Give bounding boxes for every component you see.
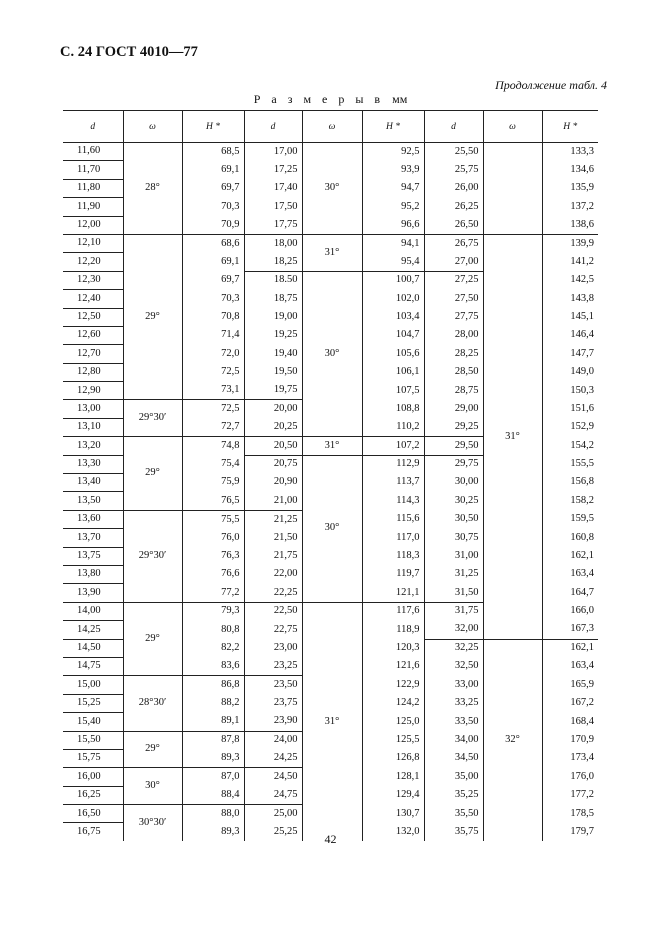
column-header-omega: ω <box>302 111 362 143</box>
height-cell: 142,5 <box>542 271 598 289</box>
column-header-h: H * <box>542 111 598 143</box>
height-cell: 126,8 <box>362 749 424 767</box>
diameter-cell: 31,25 <box>424 565 483 583</box>
diameter-cell: 32,25 <box>424 639 483 657</box>
angle-cell: 29°30′ <box>123 510 182 602</box>
height-cell: 176,0 <box>542 768 598 786</box>
diameter-cell: 20,75 <box>244 455 302 473</box>
diameter-cell: 35,50 <box>424 805 483 823</box>
diameter-cell: 14,75 <box>63 657 123 675</box>
diameter-cell: 28,50 <box>424 363 483 381</box>
height-cell: 106,1 <box>362 363 424 381</box>
diameter-cell: 15,50 <box>63 731 123 749</box>
height-cell: 93,9 <box>362 161 424 179</box>
angle-cell: 29° <box>123 437 182 511</box>
diameter-cell: 18,25 <box>244 253 302 271</box>
height-cell: 100,7 <box>362 271 424 289</box>
height-cell: 149,0 <box>542 363 598 381</box>
height-cell: 94,1 <box>362 234 424 252</box>
diameter-cell: 13,70 <box>63 529 123 547</box>
height-cell: 72,0 <box>182 345 244 363</box>
height-cell: 141,2 <box>542 253 598 271</box>
height-cell: 68,6 <box>182 234 244 252</box>
diameter-cell: 23,25 <box>244 657 302 675</box>
height-cell: 92,5 <box>362 143 424 161</box>
diameter-cell: 11,80 <box>63 179 123 197</box>
diameter-cell: 12,30 <box>63 271 123 289</box>
diameter-cell: 12,20 <box>63 253 123 271</box>
height-cell: 80,8 <box>182 621 244 639</box>
diameter-cell: 30,00 <box>424 474 483 492</box>
height-cell: 108,8 <box>362 400 424 418</box>
height-cell: 167,2 <box>542 694 598 712</box>
diameter-cell: 13,75 <box>63 547 123 565</box>
diameter-cell: 25,50 <box>424 143 483 161</box>
dimensions-caption <box>0 92 661 107</box>
height-cell: 137,2 <box>542 198 598 216</box>
diameter-cell: 12,60 <box>63 326 123 344</box>
diameter-cell: 12,70 <box>63 345 123 363</box>
height-cell: 164,7 <box>542 584 598 602</box>
height-cell: 77,2 <box>182 584 244 602</box>
diameter-cell: 23,00 <box>244 639 302 657</box>
height-cell: 76,0 <box>182 529 244 547</box>
height-cell: 147,7 <box>542 345 598 363</box>
diameter-cell: 16,50 <box>63 805 123 823</box>
angle-cell: 29° <box>123 731 182 768</box>
angle-cell: 32° <box>483 639 542 841</box>
diameter-cell: 13,20 <box>63 437 123 455</box>
angle-cell: 31° <box>302 602 362 841</box>
column-header-d: d <box>424 111 483 143</box>
angle-cell: 30° <box>123 768 182 805</box>
angle-cell: 29°30′ <box>123 400 182 437</box>
diameter-cell: 27,25 <box>424 271 483 289</box>
diameter-cell: 23,90 <box>244 713 302 731</box>
height-cell: 118,3 <box>362 547 424 565</box>
diameter-cell: 19,50 <box>244 363 302 381</box>
height-cell: 83,6 <box>182 657 244 675</box>
height-cell: 115,6 <box>362 510 424 528</box>
height-cell: 177,2 <box>542 786 598 804</box>
diameter-cell: 14,25 <box>63 621 123 639</box>
height-cell: 152,9 <box>542 418 598 436</box>
height-cell: 70,9 <box>182 216 244 234</box>
diameter-cell: 21,00 <box>244 492 302 510</box>
diameter-cell: 30,25 <box>424 492 483 510</box>
height-cell: 178,5 <box>542 805 598 823</box>
table-row <box>63 143 598 161</box>
diameter-cell: 18,75 <box>244 290 302 308</box>
height-cell: 124,2 <box>362 694 424 712</box>
height-cell: 118,9 <box>362 621 424 639</box>
height-cell: 146,4 <box>542 326 598 344</box>
diameter-cell: 20,90 <box>244 474 302 492</box>
diameter-cell: 15,25 <box>63 694 123 712</box>
diameter-cell: 18,00 <box>244 234 302 252</box>
diameter-cell: 29,25 <box>424 418 483 436</box>
height-cell: 117,0 <box>362 529 424 547</box>
diameter-cell: 15,40 <box>63 713 123 731</box>
height-cell: 72,5 <box>182 363 244 381</box>
height-cell: 107,2 <box>362 437 424 455</box>
diameter-cell: 13,60 <box>63 510 123 528</box>
height-cell: 121,6 <box>362 657 424 675</box>
diameter-cell: 27,50 <box>424 290 483 308</box>
angle-cell: 29° <box>123 602 182 676</box>
diameter-cell: 34,50 <box>424 749 483 767</box>
table-row <box>63 234 598 252</box>
height-cell: 68,5 <box>182 143 244 161</box>
diameter-cell: 17,50 <box>244 198 302 216</box>
diameter-cell: 34,00 <box>424 731 483 749</box>
height-cell: 166,0 <box>542 602 598 620</box>
diameter-cell: 21,25 <box>244 510 302 528</box>
height-cell: 88,4 <box>182 786 244 804</box>
diameter-cell: 23,75 <box>244 694 302 712</box>
diameter-cell: 24,50 <box>244 768 302 786</box>
diameter-cell: 24,75 <box>244 786 302 804</box>
height-cell: 138,6 <box>542 216 598 234</box>
height-cell: 82,2 <box>182 639 244 657</box>
height-cell: 72,5 <box>182 400 244 418</box>
table-continuation-note: Продолжение табл. 4 <box>495 78 607 92</box>
height-cell: 107,5 <box>362 382 424 400</box>
diameter-cell: 29,00 <box>424 400 483 418</box>
page-number: 42 <box>324 832 337 846</box>
column-header-omega: ω <box>483 111 542 143</box>
page-header: С. 24 ГОСТ 4010—77 <box>60 44 198 60</box>
diameter-cell: 13,00 <box>63 400 123 418</box>
height-cell: 125,5 <box>362 731 424 749</box>
height-cell: 117,6 <box>362 602 424 620</box>
height-cell: 162,1 <box>542 547 598 565</box>
height-cell: 88,0 <box>182 805 244 823</box>
diameter-cell: 12,90 <box>63 382 123 400</box>
dimensions-unit: мм <box>392 92 408 106</box>
diameter-cell: 16,75 <box>63 823 123 841</box>
diameter-cell: 11,90 <box>63 198 123 216</box>
height-cell: 112,9 <box>362 455 424 473</box>
diameter-cell: 30,75 <box>424 529 483 547</box>
column-header-h: H * <box>362 111 424 143</box>
height-cell: 76,6 <box>182 565 244 583</box>
height-cell: 88,2 <box>182 694 244 712</box>
height-cell: 165,9 <box>542 676 598 694</box>
height-cell: 105,6 <box>362 345 424 363</box>
height-cell: 129,4 <box>362 786 424 804</box>
diameter-cell: 17,00 <box>244 143 302 161</box>
diameter-cell: 31,50 <box>424 584 483 602</box>
diameter-cell: 13,40 <box>63 474 123 492</box>
height-cell: 89,3 <box>182 749 244 767</box>
diameter-cell: 26,75 <box>424 234 483 252</box>
height-cell: 128,1 <box>362 768 424 786</box>
diameter-cell: 32,00 <box>424 621 483 639</box>
height-cell: 75,5 <box>182 510 244 528</box>
column-header-d: d <box>63 111 123 143</box>
height-cell: 122,9 <box>362 676 424 694</box>
height-cell: 95,4 <box>362 253 424 271</box>
diameter-cell: 17,25 <box>244 161 302 179</box>
diameter-cell: 19,75 <box>244 382 302 400</box>
diameter-cell: 13,50 <box>63 492 123 510</box>
angle-cell: 28°30′ <box>123 676 182 731</box>
diameter-cell: 29,50 <box>424 437 483 455</box>
diameter-cell: 28,00 <box>424 326 483 344</box>
height-cell: 121,1 <box>362 584 424 602</box>
diameter-cell: 16,25 <box>63 786 123 804</box>
diameter-cell: 35,25 <box>424 786 483 804</box>
diameter-cell: 31,75 <box>424 602 483 620</box>
height-cell: 69,7 <box>182 179 244 197</box>
dimensions-label: Р а з м е р ы в <box>253 92 385 106</box>
height-cell: 86,8 <box>182 676 244 694</box>
table-body <box>63 143 598 841</box>
diameter-cell: 24,25 <box>244 749 302 767</box>
diameter-cell: 19,00 <box>244 308 302 326</box>
diameter-cell: 13,30 <box>63 455 123 473</box>
angle-cell: 30° <box>302 143 362 235</box>
diameter-cell: 20,25 <box>244 418 302 436</box>
height-cell: 113,7 <box>362 474 424 492</box>
height-cell: 125,0 <box>362 713 424 731</box>
angle-cell: 30° <box>302 271 362 437</box>
height-cell: 70,8 <box>182 308 244 326</box>
angle-cell: 29° <box>123 234 182 400</box>
diameter-cell: 19,25 <box>244 326 302 344</box>
diameter-cell: 12,00 <box>63 216 123 234</box>
height-cell: 132,0 <box>362 823 424 841</box>
diameter-cell: 23,50 <box>244 676 302 694</box>
diameter-cell: 31,00 <box>424 547 483 565</box>
height-cell: 79,3 <box>182 602 244 620</box>
column-header-omega: ω <box>123 111 182 143</box>
height-cell: 87,0 <box>182 768 244 786</box>
height-cell: 70,3 <box>182 198 244 216</box>
height-cell: 69,7 <box>182 271 244 289</box>
height-cell: 173,4 <box>542 749 598 767</box>
height-cell: 155,5 <box>542 455 598 473</box>
diameter-cell: 26,00 <box>424 179 483 197</box>
angle-cell: 28° <box>123 143 182 235</box>
height-cell: 70,3 <box>182 290 244 308</box>
diameter-cell: 15,00 <box>63 676 123 694</box>
diameter-cell: 33,25 <box>424 694 483 712</box>
angle-cell: 30°30′ <box>123 805 182 841</box>
diameter-cell: 14,50 <box>63 639 123 657</box>
height-cell: 156,8 <box>542 474 598 492</box>
height-cell: 89,3 <box>182 823 244 841</box>
diameter-cell: 20,50 <box>244 437 302 455</box>
diameter-cell: 12,40 <box>63 290 123 308</box>
height-cell: 139,9 <box>542 234 598 252</box>
diameter-cell: 35,00 <box>424 768 483 786</box>
column-header-h: H * <box>182 111 244 143</box>
diameter-cell: 11,70 <box>63 161 123 179</box>
diameter-cell: 20,00 <box>244 400 302 418</box>
height-cell: 72,7 <box>182 418 244 436</box>
height-cell: 73,1 <box>182 382 244 400</box>
height-cell: 69,1 <box>182 161 244 179</box>
diameter-cell: 27,00 <box>424 253 483 271</box>
height-cell: 103,4 <box>362 308 424 326</box>
height-cell: 94,7 <box>362 179 424 197</box>
diameter-cell: 27,75 <box>424 308 483 326</box>
height-cell: 162,1 <box>542 639 598 657</box>
height-cell: 69,1 <box>182 253 244 271</box>
height-cell: 133,3 <box>542 143 598 161</box>
height-cell: 151,6 <box>542 400 598 418</box>
diameter-cell: 16,00 <box>63 768 123 786</box>
height-cell: 134,6 <box>542 161 598 179</box>
diameter-cell: 17,40 <box>244 179 302 197</box>
diameter-cell: 22,25 <box>244 584 302 602</box>
diameter-cell: 19,40 <box>244 345 302 363</box>
height-cell: 159,5 <box>542 510 598 528</box>
height-cell: 150,3 <box>542 382 598 400</box>
angle-cell: 31° <box>483 234 542 639</box>
diameter-cell: 21,75 <box>244 547 302 565</box>
height-cell: 168,4 <box>542 713 598 731</box>
diameter-cell: 25,25 <box>244 823 302 841</box>
height-cell: 163,4 <box>542 565 598 583</box>
height-cell: 87,8 <box>182 731 244 749</box>
height-cell: 163,4 <box>542 657 598 675</box>
diameter-cell: 25,75 <box>424 161 483 179</box>
diameter-cell: 33,00 <box>424 676 483 694</box>
diameter-cell: 32,50 <box>424 657 483 675</box>
height-cell: 76,3 <box>182 547 244 565</box>
height-cell: 119,7 <box>362 565 424 583</box>
diameter-cell: 24,00 <box>244 731 302 749</box>
height-cell: 170,9 <box>542 731 598 749</box>
height-cell: 96,6 <box>362 216 424 234</box>
diameter-cell: 28,75 <box>424 382 483 400</box>
height-cell: 158,2 <box>542 492 598 510</box>
diameter-cell: 21,50 <box>244 529 302 547</box>
height-cell: 114,3 <box>362 492 424 510</box>
diameter-cell: 15,75 <box>63 749 123 767</box>
height-cell: 135,9 <box>542 179 598 197</box>
diameter-cell: 26,50 <box>424 216 483 234</box>
height-cell: 167,3 <box>542 621 598 639</box>
diameter-cell: 17,75 <box>244 216 302 234</box>
angle-cell: 31° <box>302 437 362 455</box>
diameter-cell: 14,00 <box>63 602 123 620</box>
height-cell: 102,0 <box>362 290 424 308</box>
height-cell: 143,8 <box>542 290 598 308</box>
diameter-cell: 22,50 <box>244 602 302 620</box>
height-cell: 74,8 <box>182 437 244 455</box>
diameter-cell: 28,25 <box>424 345 483 363</box>
diameter-cell: 12,50 <box>63 308 123 326</box>
diameter-cell: 13,80 <box>63 565 123 583</box>
height-cell: 120,3 <box>362 639 424 657</box>
height-cell: 75,9 <box>182 474 244 492</box>
height-cell: 145,1 <box>542 308 598 326</box>
dimensions-table <box>63 110 598 841</box>
height-cell: 110,2 <box>362 418 424 436</box>
height-cell: 130,7 <box>362 805 424 823</box>
height-cell: 75,4 <box>182 455 244 473</box>
angle-cell <box>483 143 542 235</box>
diameter-cell: 29,75 <box>424 455 483 473</box>
diameter-cell: 22,00 <box>244 565 302 583</box>
diameter-cell: 35,75 <box>424 823 483 841</box>
diameter-cell: 12,10 <box>63 234 123 252</box>
diameter-cell: 22,75 <box>244 621 302 639</box>
height-cell: 71,4 <box>182 326 244 344</box>
diameter-cell: 11,60 <box>77 145 101 157</box>
height-cell: 89,1 <box>182 713 244 731</box>
diameter-cell: 30,50 <box>424 510 483 528</box>
diameter-cell: 13,10 <box>63 418 123 436</box>
height-cell: 95,2 <box>362 198 424 216</box>
angle-cell: 31° <box>302 234 362 271</box>
height-cell: 76,5 <box>182 492 244 510</box>
diameter-cell: 26,25 <box>424 198 483 216</box>
height-cell: 104,7 <box>362 326 424 344</box>
diameter-cell: 33,50 <box>424 713 483 731</box>
diameter-cell: 18.50 <box>244 271 302 289</box>
diameter-cell: 13,90 <box>63 584 123 602</box>
angle-cell: 30° <box>302 455 362 602</box>
height-cell: 160,8 <box>542 529 598 547</box>
height-cell: 154,2 <box>542 437 598 455</box>
table-header-row <box>63 111 598 143</box>
diameter-cell: 25,00 <box>244 805 302 823</box>
diameter-cell: 12,80 <box>63 363 123 381</box>
column-header-d: d <box>244 111 302 143</box>
height-cell: 179,7 <box>542 823 598 841</box>
